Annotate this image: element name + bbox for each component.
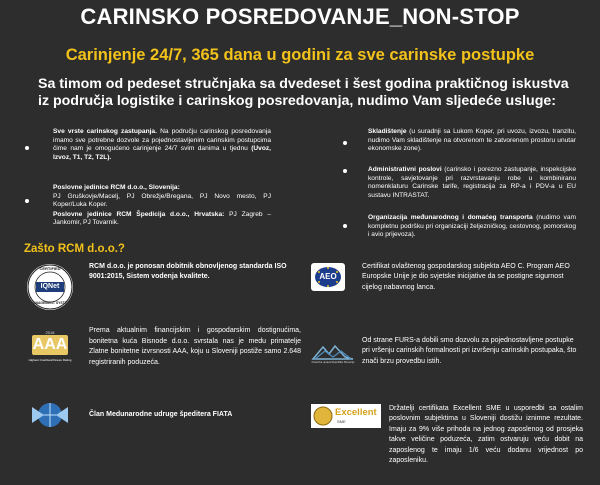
service-transport-title: Organizacija međunarodnog i domaćeg transporta [368, 214, 533, 221]
service-customs-title: Sve vrste carinskog zastupanja. [53, 128, 157, 135]
why-item-aaa: Prema aktualnim financijskim i gospodarskim dostignućima, bonitetna kuća Bisnode d.o.o. svrstala nas je medu primatelje Zlatne bonitetne izvrsnosti AAA, koju u Sloveniji postiže samo 2.648 registriranih poduzeća. [89, 327, 301, 366]
iqnet-ring-top: CERTIFIED [39, 266, 61, 271]
why-item-fiata: Član Medunarodne udruge špeditera FIATA [89, 411, 233, 418]
service-customs-representation [53, 128, 271, 162]
bullet-icon [343, 224, 347, 228]
service-warehousing-text: (u suradnji sa Lukom Koper, pri uvozu, izvozu, tranzitu, nudimo Vam skladištenje na otvorenom te zatvorenom prostoru unutar ekonomske zone). [368, 128, 576, 153]
fiata-logo [30, 401, 70, 429]
service-warehousing-title: Skladištenje [368, 128, 407, 135]
why-item-aeo: Certifikat ovlaštenog gospodarskog subjekta AEO C. Program AEO Europske Unije je dio svjetske inicijative da se postigne sigurnost cijelog nabavnog lanca. [362, 263, 570, 291]
aeo-logo [311, 263, 345, 291]
units-croatia-text: PJ Zagreb – Jankomir, PJ Tovarnik. [53, 210, 271, 227]
units-slovenia-title: Poslovne jedinice RCM d.o.o., Slovenija: [53, 184, 180, 191]
aaa-logo [26, 330, 74, 368]
why-item-iso: RCM d.o.o. je ponosan dobitnik obnovljenog standarda ISO 9001:2015, Sistem vodenja kvalitete. [89, 263, 287, 280]
fiata-globe-icon [30, 401, 70, 429]
service-transport-text: (nudimo vam kompletnu podršku pri organizaciji željezničkog, cestovnog, pomorskog i avio prijevoza). [368, 214, 576, 239]
intro-line-2: iz područja logistike i carinskog posredovanja, nudimo Vam sljedeće usluge: [38, 93, 556, 109]
service-transport [368, 214, 576, 240]
excellent-sme-logo [311, 404, 381, 428]
service-administration-title: Administrativni poslovi [368, 166, 442, 173]
bullet-icon [25, 199, 29, 203]
excellent-badge-icon [312, 404, 334, 428]
business-units-slovenia [53, 184, 271, 228]
service-customs-text: Na području carinskog posredovanja imamo sve potrebne dozvole za pojednostavljenim carinskim postupcima čime nam je omogućeno carinjenje 24/7 svim danima u tjednu [53, 128, 271, 153]
furs-mountains-icon [311, 343, 355, 361]
intro-text [38, 76, 578, 110]
aaa-caption: Highest Creditworthiness Rating [28, 358, 72, 362]
iqnet-ring-bottom: MANAGEMENT SYSTEM [30, 301, 70, 305]
service-warehousing [368, 128, 576, 154]
furs-logo [311, 343, 355, 367]
excellent-sub: SME [337, 419, 346, 424]
bullet-icon [25, 146, 29, 150]
bullet-icon [343, 141, 347, 145]
service-administration-text: (carinsko i porezno zastupanje, inspekcijske kontrole, savjetovanje pri razvrstavanju robe u kombiniranu nomenklaturu Carinske tarife, registracija za RP-a i PDV-a u EU sustavu INTRASTAT. [368, 166, 576, 199]
intro-line-1: Sa timom od pedeset stručnjaka sa dvedeset i šest godina praktičnog iskustva [38, 76, 569, 92]
service-administration [368, 166, 576, 200]
aaa-year: 2018 [45, 330, 55, 335]
aeo-label: AEO [319, 272, 337, 281]
units-croatia-title: Poslovne jedinice RCM Špedicija d.o.o., Hrvatska: [53, 210, 225, 218]
iqnet-label: IQNet [40, 283, 60, 290]
page-subtitle: Carinjenje 24/7, 365 dana u godini za sve carinske postupke [65, 46, 535, 64]
why-item-excellent: Držatelji certifikata Excellent SME u usporedbi sa ostalim poslovnim subjektima u Sloveniji dostižu iznimne rezultate. Imaju za 9% više prihoda na jednog zaposlenog od prosjeka takve veličine poduzeća, zatim ostvaruju veću dobit na zaposlenog te imaju 1/6 veću dodanu vrijednost po zaposleniku. [389, 405, 583, 465]
why-rcm-heading: Zašto RCM d.o.o.? [24, 243, 125, 255]
aaa-label: AAA [32, 336, 68, 353]
iqnet-logo [27, 264, 73, 310]
service-customs-codes: (Uvoz, Izvoz, T1, T2, T2L). [53, 145, 271, 161]
excellent-label: Excellent [335, 407, 377, 418]
bullet-icon [343, 169, 347, 173]
why-item-furs: Od strane FURS-a dobili smo dozvolu za pojednostavljene postupke pri vršenju carinskih formalnosti pri izvršenju carinskih postupaka, što znači brzu provedbu istih. [362, 337, 577, 365]
furs-caption: Finančna uprava Republike Slovenije [311, 361, 355, 364]
page-title: CARINSKO POSREDOVANJE_NON-STOP [80, 4, 520, 29]
units-slovenia-text: PJ Gruškovje/Macelj, PJ Obrežje/Bregana, PJ Novo mesto, PJ Koper/Luka Koper. [53, 192, 271, 209]
